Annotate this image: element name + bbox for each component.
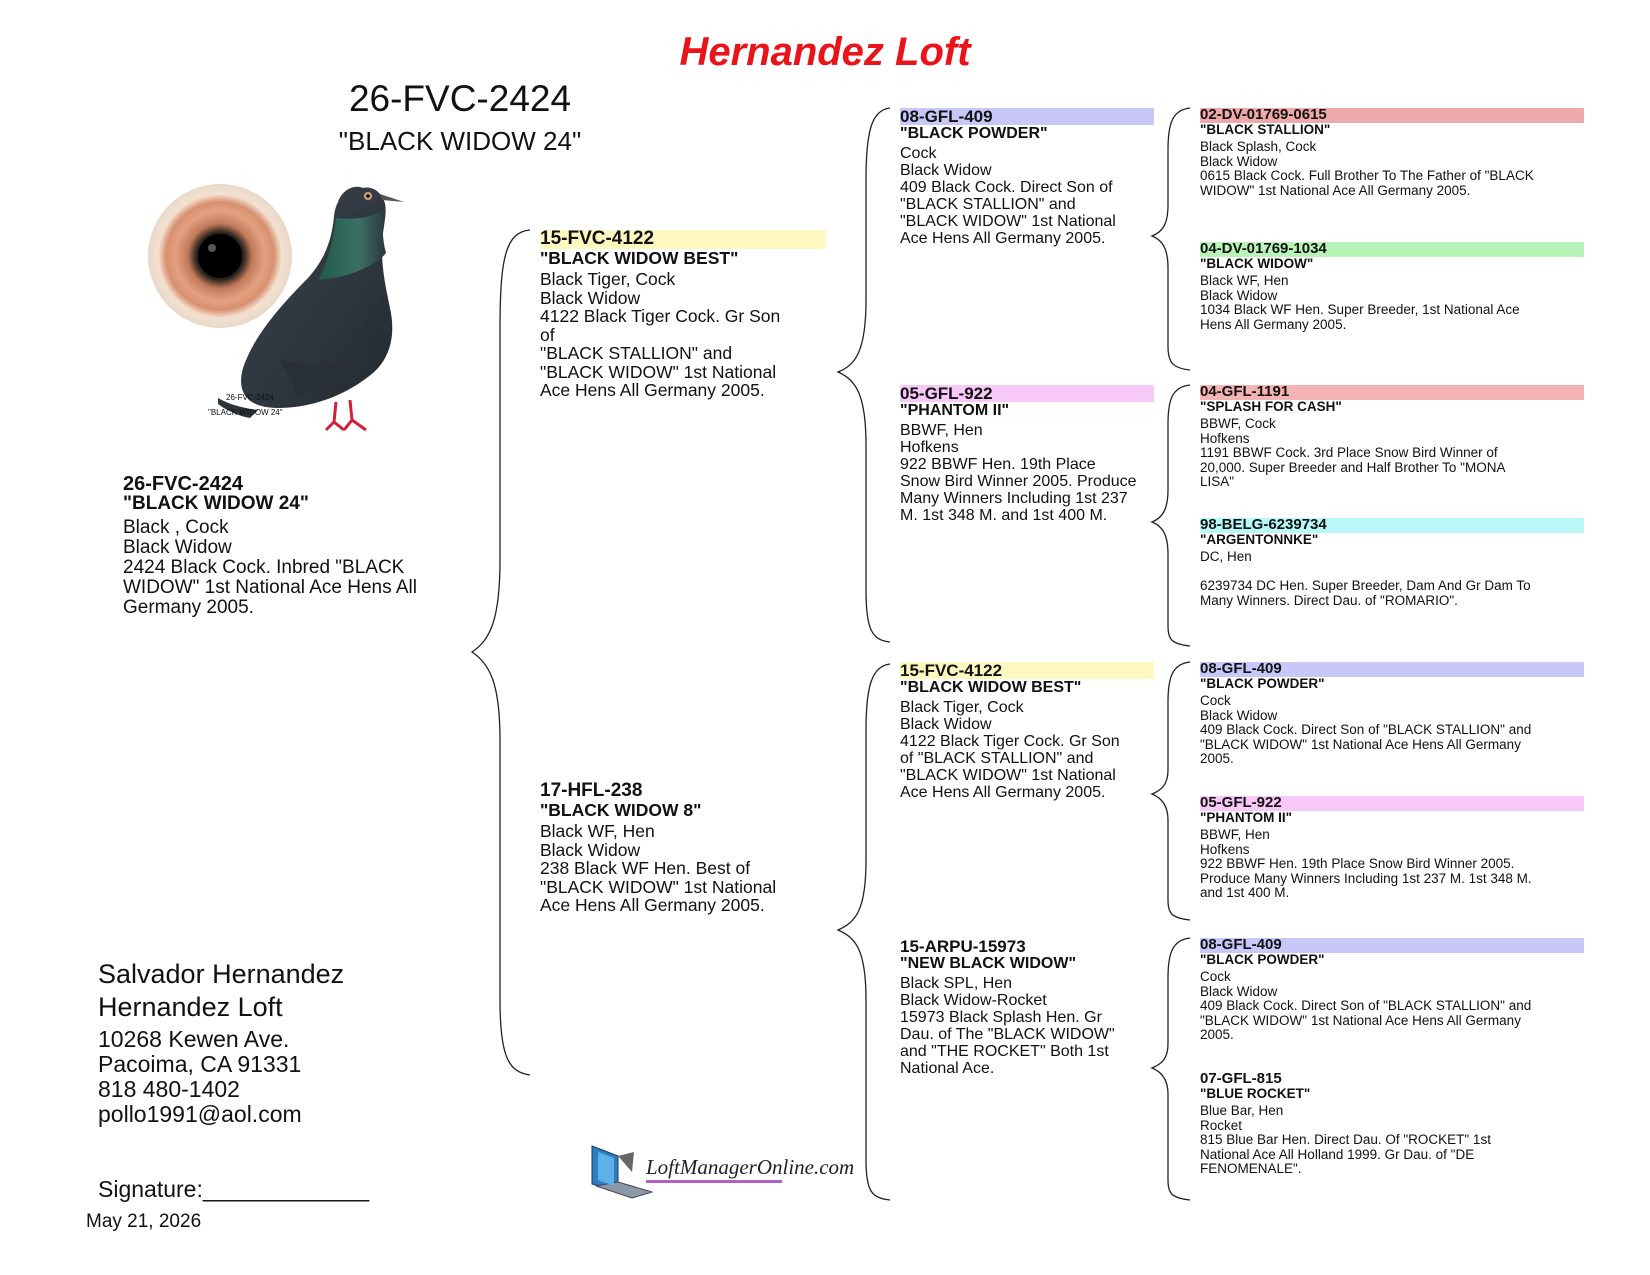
brace-dam [838, 664, 890, 1200]
bird-name: "PHANTOM II" [1200, 809, 1293, 825]
bird-line: Black Tiger, Cock [900, 699, 1024, 716]
bird-line: Black Widow [123, 537, 232, 558]
bird-line: Black Widow [540, 287, 641, 308]
bird-ring: 26-FVC-2424 [123, 473, 244, 495]
bird-line: Dau. of The "BLACK WIDOW" [900, 1026, 1115, 1043]
bird-line: Produce Many Winners Including 1st 237 M. 1st 348 M. [1200, 870, 1532, 886]
gen3-card-2 [900, 385, 1155, 524]
brace-sire [838, 108, 890, 642]
owner-block [98, 958, 344, 1024]
bird-name: "BLACK WIDOW BEST" [540, 247, 739, 268]
bird-line: 20,000. Super Breeder and Half Brother To "MONA [1200, 459, 1506, 475]
bird-line: Black SPL, Hen [900, 975, 1013, 992]
owner-contact [98, 1027, 302, 1127]
bird-name: "BLACK STALLION" [1200, 121, 1331, 137]
owner-name: Salvador Hernandez [98, 959, 345, 989]
bird-line: 0615 Black Cock. Full Brother To The Father of "BLACK [1200, 168, 1534, 183]
bird-line: WIDOW" 1st National Ace Hens All [123, 577, 417, 598]
bird-line: 15973 Black Splash Hen. Gr [900, 1009, 1102, 1026]
bird-line: BBWF, Cock [1200, 416, 1276, 431]
subject-ring-title: 26-FVC-2424 [348, 78, 572, 119]
bird-line: 1191 BBWF Cock. 3rd Place Snow Bird Winner of [1200, 445, 1498, 460]
bird-name: "PHANTOM II" [900, 402, 1010, 419]
bird-line: Black Widow [900, 716, 992, 733]
bird-ring: 08-GFL-409 [1200, 938, 1584, 953]
bird-line: 2005. [1200, 751, 1234, 766]
gen4-card-2 [1200, 242, 1585, 332]
bird-line: "BLACK STALLION" and [540, 343, 733, 363]
owner-loft: Hernandez Loft [98, 992, 283, 1022]
print-date: May 21, 2026 [86, 1211, 202, 1232]
bird-ring: 04-GFL-1191 [1200, 385, 1584, 400]
gen4-card-6 [1200, 796, 1585, 901]
gen3-card-3 [900, 662, 1155, 801]
bird-line: Many Winners. Direct Dau. of "ROMARIO". [1200, 592, 1458, 608]
bird-name: "BLACK POWDER" [1200, 675, 1325, 691]
bird-line: M. 1st 348 M. and 1st 400 M. [900, 507, 1108, 524]
bird-line [1200, 565, 1585, 580]
bird-line: 238 Black WF Hen. Best of [540, 858, 751, 878]
bird-name: "BLACK WIDOW BEST" [900, 679, 1082, 696]
dam-card [540, 782, 790, 915]
subject-name-title: "BLACK WIDOW 24" [338, 126, 582, 156]
loftmanager-logo [588, 1142, 855, 1210]
bird-line: 409 Black Cock. Direct Son of "BLACK STALLION" and [1200, 722, 1532, 737]
bird-line: "BLACK STALLION" and [900, 196, 1076, 213]
bird-line: Many Winners Including 1st 237 [900, 490, 1128, 507]
bird-line: and 1st 400 M. [1200, 885, 1290, 900]
bird-ring: 02-DV-01769-0615 [1200, 108, 1584, 123]
bird-line: Black , Cock [123, 517, 229, 538]
bird-line: Ace Hens All Germany 2005. [900, 230, 1106, 247]
bird-ring: 98-BELG-6239734 [1200, 518, 1584, 533]
bird-line: DC, Hen [1200, 549, 1252, 564]
brace-g3-3 [1152, 662, 1190, 920]
bird-name: "ARGENTONNKE" [1200, 531, 1319, 547]
bird-line: Black Tiger, Cock [540, 269, 676, 289]
bird-line: 2005. [1200, 1027, 1234, 1042]
bird-line: Germany 2005. [123, 597, 254, 618]
owner-address-1: 10268 Kewen Ave. [98, 1026, 290, 1052]
bird-ring [540, 230, 790, 249]
bird-line: Black Widow [900, 162, 992, 179]
gen4-card-1 [1200, 108, 1585, 198]
bird-line: "BLACK WIDOW" 1st National [900, 213, 1116, 230]
gen4-card-7 [1200, 938, 1585, 1043]
bird-line: National Ace All Holland 1999. Gr Dau. of "DE [1200, 1146, 1475, 1162]
photo-caption-name: "BLACK WIDOW 24" [208, 408, 283, 417]
bird-line: of "BLACK STALLION" and [900, 750, 1094, 767]
gen3-card-4 [900, 938, 1155, 1077]
bird-name: "BLACK WIDOW 8" [540, 799, 702, 820]
bird-line: Ace Hens All Germany 2005. [540, 380, 765, 400]
bird-name: "BLACK POWDER" [1200, 951, 1325, 967]
bird-name: "BLACK WIDOW 24" [123, 493, 309, 514]
bird-line: Cock [1200, 693, 1231, 708]
bird-line: Cock [1200, 969, 1231, 984]
bird-name: "NEW BLACK WIDOW" [900, 955, 1077, 972]
bird-ring: 08-GFL-409 [1200, 662, 1584, 677]
signature-line: Signature:_____________ [98, 1176, 370, 1202]
bird-line: 409 Black Cock. Direct Son of [900, 179, 1113, 196]
brace-g3-2 [1152, 385, 1190, 646]
gen3-card-1 [900, 108, 1155, 247]
bird-line: "BLACK WIDOW" 1st National Ace Hens All Germany [1200, 1012, 1521, 1028]
bird-ring: 17-HFL-238 [540, 780, 643, 801]
gen4-card-5 [1200, 662, 1585, 767]
bird-line: LISA" [1200, 474, 1235, 489]
bird-line: FENOMENALE". [1200, 1161, 1302, 1176]
bird-ring: 15-ARPU-15973 [900, 937, 1026, 956]
bird-line: Black Widow [1200, 707, 1278, 723]
bird-line: 815 Blue Bar Hen. Direct Dau. Of "ROCKET" 1st [1200, 1132, 1491, 1147]
brace-gen1 [472, 230, 530, 1075]
bird-name: "BLUE ROCKET" [1200, 1085, 1311, 1101]
brace-g3-1 [1152, 108, 1190, 370]
bird-line: 6239734 DC Hen. Super Breeder, Dam And Gr Dam To [1200, 578, 1531, 593]
bird-line: Hens All Germany 2005. [1200, 316, 1347, 332]
gen4-card-8 [1200, 1072, 1585, 1177]
bird-ring: 05-GFL-922 [900, 385, 1154, 402]
photo-caption-ring: 26-FVC-2424 [226, 393, 275, 402]
bird-line: Hofkens [900, 439, 959, 456]
bird-line: 2424 Black Cock. Inbred "BLACK [123, 557, 405, 578]
bird-line: "BLACK WIDOW" 1st National [540, 361, 777, 382]
bird-line: Hofkens [1200, 430, 1250, 446]
bird-line: "BLACK WIDOW" 1st National [540, 876, 777, 897]
bird-line: and "THE ROCKET" Both 1st [900, 1043, 1109, 1060]
bird-line: Black WF, Hen [540, 821, 655, 841]
bird-line: Hofkens [1200, 841, 1250, 857]
bird-line: BBWF, Hen [1200, 827, 1270, 842]
bird-name: "BLACK WIDOW" [1200, 255, 1314, 271]
bird-line: Black Widow [540, 839, 641, 860]
bird-line: "BLACK WIDOW" 1st National [900, 767, 1116, 784]
bird-line: 1034 Black WF Hen. Super Breeder, 1st National Ace [1200, 302, 1520, 317]
bird-line: 409 Black Cock. Direct Son of "BLACK STALLION" and [1200, 998, 1532, 1013]
loft-title: Hernandez Loft [679, 30, 971, 74]
owner-email: pollo1991@aol.com [98, 1101, 302, 1127]
owner-phone: 818 480-1402 [98, 1076, 240, 1102]
bird-line: Rocket [1200, 1117, 1243, 1133]
logo-text: LoftManagerOnline.com [646, 1155, 855, 1179]
bird-line: Black Widow [1200, 287, 1278, 303]
bird-line: WIDOW" 1st National Ace All Germany 2005. [1200, 182, 1471, 198]
logo-underline [646, 1180, 782, 1183]
brace-g3-4 [1152, 938, 1190, 1200]
owner-address-2: Pacoima, CA 91331 [98, 1051, 302, 1077]
bird-line: 922 BBWF Hen. 19th Place [900, 456, 1096, 473]
bird-name: "SPLASH FOR CASH" [1200, 398, 1342, 414]
bird-ring: 05-GFL-922 [1200, 796, 1584, 811]
bird-line: Ace Hens All Germany 2005. [900, 784, 1106, 801]
bird-line: Black Widow-Rocket [900, 992, 1047, 1009]
bird-ring: 07-GFL-815 [1200, 1070, 1282, 1087]
bird-line: Ace Hens All Germany 2005. [540, 895, 765, 915]
bird-line: "BLACK WIDOW" 1st National Ace Hens All Germany [1200, 736, 1521, 752]
bird-ring: 08-GFL-409 [900, 108, 1154, 125]
bird-line: Blue Bar, Hen [1200, 1103, 1284, 1118]
gen4-card-4 [1200, 518, 1585, 608]
sire-card [540, 230, 790, 400]
ring-highlight: 15-FVC-4122 [540, 230, 826, 249]
bird-line: Black WF, Hen [1200, 273, 1289, 288]
bird-ring: 04-DV-01769-1034 [1200, 242, 1584, 257]
laptop-icon [592, 1146, 652, 1198]
gen4-card-3 [1200, 385, 1585, 490]
bird-line: Black Widow [1200, 153, 1278, 169]
bird-line: Black Splash, Cock [1200, 139, 1317, 154]
bird-line: 4122 Black Tiger Cock. Gr Son of [540, 306, 781, 345]
bird-line: 4122 Black Tiger Cock. Gr Son [900, 733, 1120, 750]
bird-name: "BLACK POWDER" [900, 125, 1048, 142]
bird-line: National Ace. [900, 1060, 995, 1077]
bird-line: Black Widow [1200, 983, 1278, 999]
bird-ring: 15-FVC-4122 [900, 662, 1154, 679]
bird-line: Cock [900, 145, 937, 162]
bird-line: Snow Bird Winner 2005. Produce [900, 473, 1137, 490]
bird-line: BBWF, Hen [900, 422, 983, 439]
bird-line: 922 BBWF Hen. 19th Place Snow Bird Winner 2005. [1200, 856, 1515, 871]
